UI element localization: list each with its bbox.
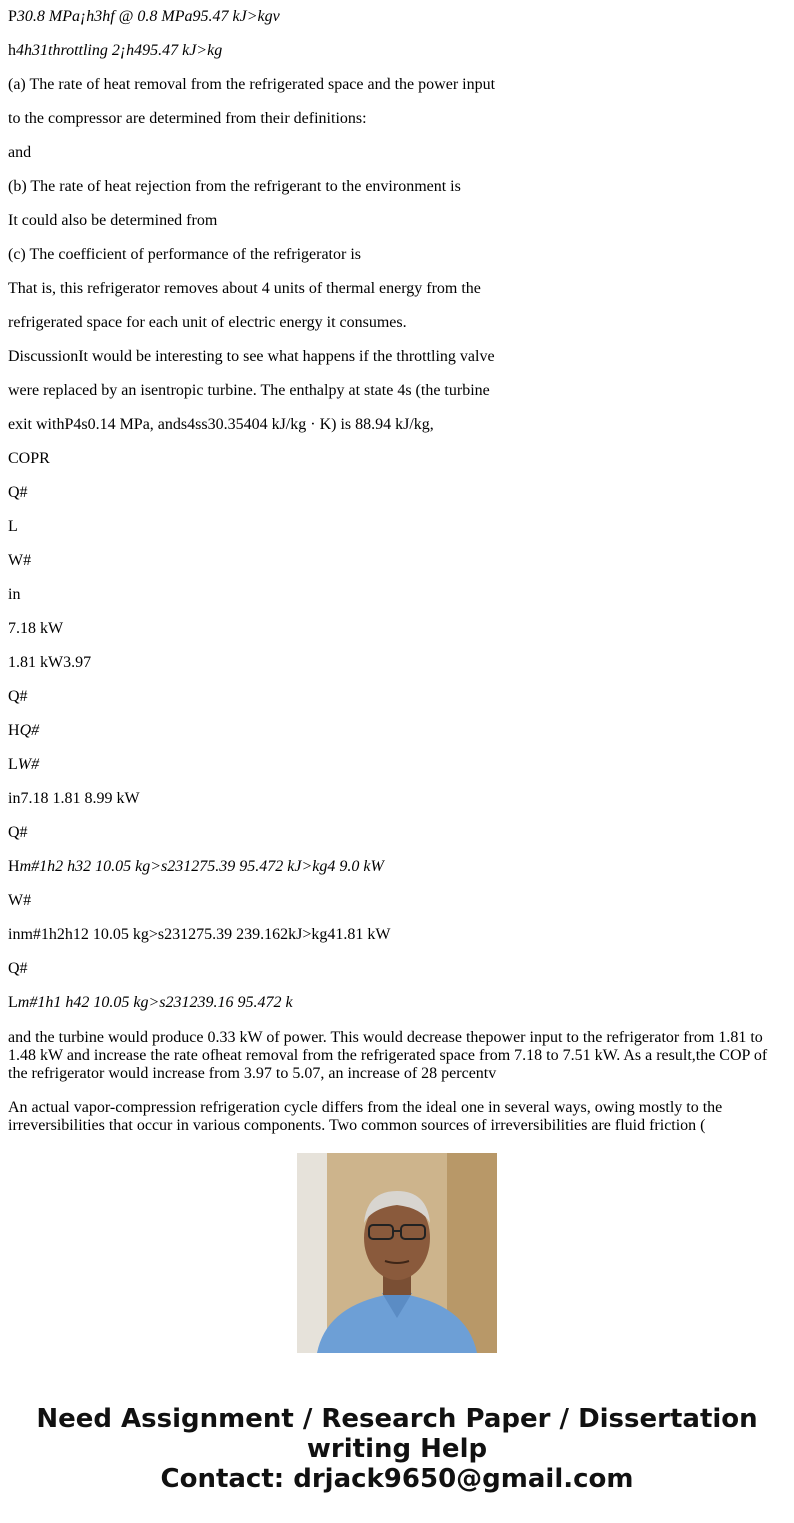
line-formula: W#	[17, 756, 40, 773]
text-line	[8, 612, 786, 646]
line-text: H	[8, 858, 20, 875]
text-line	[8, 884, 786, 918]
text-line	[8, 680, 786, 714]
line-text: 7.18 kW	[8, 620, 64, 637]
text-line	[8, 442, 786, 476]
line-text: L	[8, 756, 18, 773]
line-text: in	[8, 586, 21, 603]
text-line	[8, 782, 786, 816]
line-text: h	[8, 42, 16, 59]
text-line	[8, 340, 786, 374]
line-text: inm#1h2h12 10.05 kg>s231275.39 239.162kJ>kg41.81 kW	[8, 926, 391, 943]
line-text: Q#	[8, 484, 28, 501]
line-text: 1.81 kW3.97	[8, 654, 92, 671]
text-line	[8, 136, 786, 170]
document-body	[8, 0, 786, 1020]
line-text: COPR	[8, 450, 50, 467]
text-line	[8, 238, 786, 272]
promo-line-1: Need Assignment / Research Paper / Dissertation	[36, 1404, 758, 1434]
line-formula: m#1h1 h42 10.05 kg>s231239.16 95.472 k	[17, 994, 293, 1011]
cut-off-paragraph: An actual vapor-compression refrigeration cycle differs from the ideal one in several ways, owing mostly to the irreversibilities that occur in various components. Two common sources of irreversibilities are fluid friction (	[8, 1099, 723, 1134]
line-text: in7.18 1.81 8.99 kW	[8, 790, 140, 807]
line-text: Q#	[8, 960, 28, 977]
text-line	[8, 816, 786, 850]
person-photo-icon	[297, 1153, 497, 1353]
line-text: to the compressor are determined from their definitions:	[8, 110, 367, 127]
text-line	[8, 748, 786, 782]
line-text: L	[8, 518, 18, 535]
line-text: P	[8, 8, 17, 25]
line-formula: 30.8 MPa¡h3hf @ 0.8 MPa95.47 kJ>kgv	[16, 8, 280, 25]
text-line	[8, 510, 786, 544]
text-line	[8, 374, 786, 408]
line-text: were replaced by an isentropic turbine. The enthalpy at state 4s (the turbine	[8, 382, 490, 399]
text-line	[8, 68, 786, 102]
promo-line-2: writing Help	[306, 1434, 488, 1464]
line-text: Q#	[8, 688, 28, 705]
text-line	[8, 408, 786, 442]
text-line	[8, 102, 786, 136]
line-text: It could also be determined from	[8, 212, 218, 229]
text-line	[8, 306, 786, 340]
line-text: (b) The rate of heat rejection from the refrigerant to the environment is	[8, 178, 461, 195]
text-line	[8, 578, 786, 612]
discussion-paragraph: and the turbine would produce 0.33 kW of power. This would decrease thepower input to the refrigerator from 1.81 to 1.48 kW and increase the rate ofheat removal from the refrigerated space from 7.18 to 7.51 kW. As a result,the COP of the refrigerator would increase from 3.97 to 5.07, an increase of 28 percentv	[8, 1029, 768, 1082]
text-line	[8, 34, 786, 68]
line-text: Q#	[8, 824, 28, 841]
line-text: refrigerated space for each unit of electric energy it consumes.	[8, 314, 407, 331]
text-line	[8, 476, 786, 510]
line-text: That is, this refrigerator removes about 4 units of thermal energy from the	[8, 280, 481, 297]
author-avatar	[297, 1153, 497, 1353]
line-text: and	[8, 144, 32, 161]
text-line	[8, 170, 786, 204]
text-line	[8, 850, 786, 884]
text-line	[8, 544, 786, 578]
line-formula: 4h31throttling 2¡h495.47 kJ>kg	[16, 42, 223, 59]
line-text: L	[8, 994, 18, 1011]
line-text: (a) The rate of heat removal from the refrigerated space and the power input	[8, 76, 496, 93]
text-line	[8, 204, 786, 238]
line-formula: Q#	[19, 722, 40, 739]
line-text: (c) The coefficient of performance of the refrigerator is	[8, 246, 361, 263]
promo-contact: Contact: drjack9650@gmail.com	[160, 1464, 634, 1494]
line-text: W#	[8, 552, 32, 569]
text-line	[8, 918, 786, 952]
line-text: W#	[8, 892, 32, 909]
line-text: H	[8, 722, 20, 739]
line-formula: m#1h2 h32 10.05 kg>s231275.39 95.472 kJ>kg4 9.0 kW	[19, 858, 384, 875]
text-line	[8, 714, 786, 748]
line-text: exit withP4s0.14 MPa, ands4ss30.35404 kJ/kg · K) is 88.94 kJ/kg,	[8, 416, 434, 433]
promo-banner	[0, 1404, 794, 1494]
text-line	[8, 646, 786, 680]
text-line	[8, 986, 786, 1020]
text-line	[8, 272, 786, 306]
text-line	[8, 952, 786, 986]
text-line	[8, 0, 786, 34]
line-text: DiscussionIt would be interesting to see what happens if the throttling valve	[8, 348, 495, 365]
